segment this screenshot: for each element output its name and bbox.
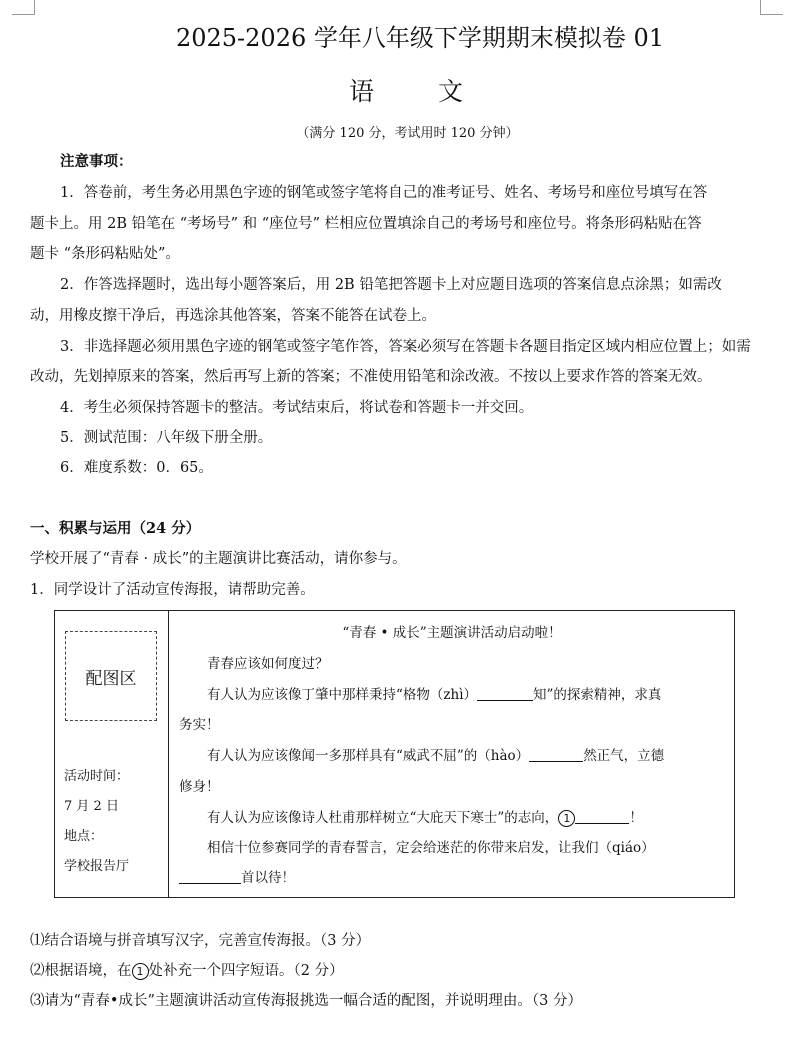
poster-line xyxy=(179,713,729,733)
subquestion-3: ⑶请为“青春•成长”主题演讲活动宣传海报挑选一幅合适的配图，并说明理由。（3 分） xyxy=(30,993,582,1009)
notice-line: 5．测试范围：八年级下册全册。 xyxy=(60,430,273,446)
subquestion-text: ⑵根据语境，在 xyxy=(30,963,132,979)
poster-text: 有人认为应该像诗人杜甫那样树立“大庇天下寒士”的志向， xyxy=(207,810,559,826)
notice-line: 2．作答选择题时，选出每小题答案后，用 2B 铅笔把答题卡上对应题目选项的答案信息点涂黑；如需改 xyxy=(60,277,722,293)
time-label: 活动时间： xyxy=(64,769,130,784)
poster-text: 相信十位参赛同学的青春誓言，定会给迷茫的你带来启发，让我们（qiáo） xyxy=(207,840,655,856)
blank-3 xyxy=(575,811,629,824)
subquestion-1: ⑴结合语境与拼音填写汉字，完善宣传海报。（3 分） xyxy=(30,933,371,949)
crop-mark-left xyxy=(12,0,35,15)
notice-line: 题卡上。用 2B 铅笔在 “考场号” 和 “座位号” 栏相应位置填涂自己的考场号和座位号。将条形码粘贴在答 xyxy=(30,216,702,232)
notice-heading: 注意事项： xyxy=(60,153,133,170)
blank-4 xyxy=(179,871,241,884)
subject-title: 语 文 xyxy=(349,77,491,106)
poster-title: “青春 • 成长”主题演讲活动启动啦！ xyxy=(342,625,562,641)
image-area-label: 配图区 xyxy=(85,669,137,689)
subquestion-2 xyxy=(30,961,765,981)
poster-line xyxy=(179,806,757,827)
subquestion-text: 处补充一个四字短语。（2 分） xyxy=(148,963,344,979)
section-intro: 学校开展了“青春 · 成长”的主题演讲比赛活动，请你参与。 xyxy=(30,551,407,567)
notice-line: 4．考生必须保持答题卡的整洁。考试结束后，将试卷和答题卡一并交回。 xyxy=(60,400,534,416)
poster-line xyxy=(179,775,729,795)
crop-mark-right xyxy=(760,0,783,15)
poster-line xyxy=(179,744,757,764)
poster-line xyxy=(179,836,757,856)
blank-2 xyxy=(529,749,583,762)
poster-text: 务实！ xyxy=(179,717,220,733)
poster-text: ！ xyxy=(629,810,643,826)
poster-text: 修身！ xyxy=(179,779,220,795)
poster-text: 有人认为应该像丁肇中那样秉持“格物（zhì） xyxy=(207,687,478,703)
poster-text: 首以待！ xyxy=(241,870,295,886)
question-1: 1．同学设计了活动宣传海报，请帮助完善。 xyxy=(30,582,315,598)
exam-title: 2025-2026 学年八年级下学期期末模拟卷 01 xyxy=(175,24,665,52)
circled-number: 1 xyxy=(132,963,149,980)
poster-table xyxy=(54,610,735,898)
notice-line: 3．非选择题必须用黑色字迹的钢笔或签字笔作答，答案必须写在答题卡各题目指定区域内相应位置上；如需 xyxy=(60,339,751,355)
date-value: 7 月 2 日 xyxy=(64,799,119,814)
poster-text: 然正气，立德 xyxy=(583,748,665,764)
poster-line xyxy=(179,683,757,703)
notice-line: 1．答卷前，考生务必用黑色字迹的钢笔或签字笔将自己的准考证号、姓名、考场号和座位号填写在答 xyxy=(60,185,708,201)
notice-line: 题卡 “条形码粘贴处”。 xyxy=(30,246,180,262)
exam-meta: （满分 120 分，考试用时 120 分钟） xyxy=(296,126,519,141)
place-value: 学校报告厅 xyxy=(64,859,130,874)
poster-line xyxy=(179,652,757,672)
poster-line xyxy=(179,866,729,886)
poster-text: 青春应该如何度过？ xyxy=(207,656,329,672)
poster-text: 知”的探索精神，求真 xyxy=(533,687,662,703)
notice-line: 6．难度系数：0．65。 xyxy=(60,460,213,476)
poster-divider xyxy=(168,611,169,897)
notice-line: 动，用橡皮擦干净后，再选涂其他答案，答案不能答在试卷上。 xyxy=(30,308,436,324)
section-heading: 一、积累与运用（24 分） xyxy=(30,520,201,537)
poster-text: 有人认为应该像闻一多那样具有“威武不屈”的（hào） xyxy=(207,748,530,764)
blank-1 xyxy=(477,688,533,701)
place-label: 地点： xyxy=(64,829,104,844)
circled-number: 1 xyxy=(558,810,575,827)
image-area xyxy=(65,631,157,721)
notice-line: 改动，先划掉原来的答案，然后再写上新的答案；不准使用铅笔和涂改液。不按以上要求作答的答案无效。 xyxy=(30,369,712,385)
